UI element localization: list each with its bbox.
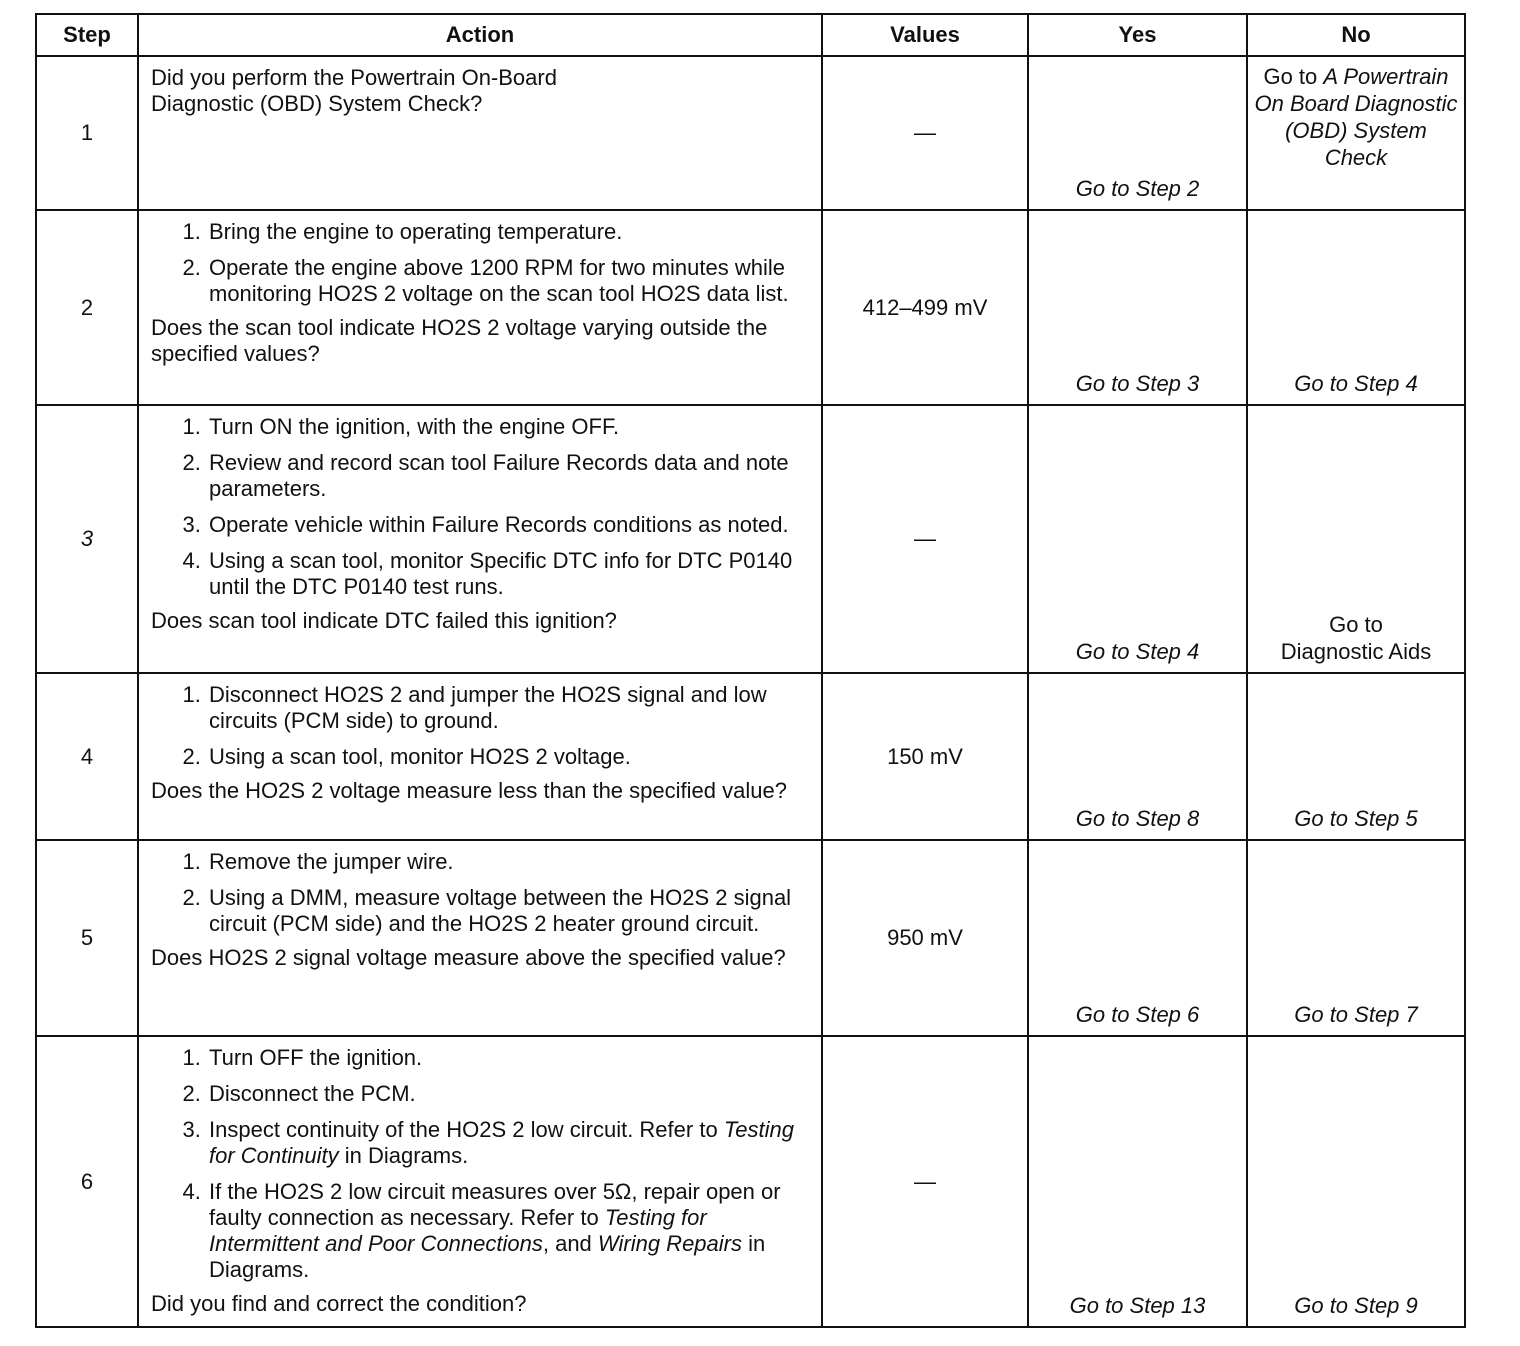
action-step: 3. Operate vehicle within Failure Records conditions as noted.	[207, 512, 807, 538]
action-cell	[138, 405, 822, 673]
no-cell: Go to Step 9	[1247, 1036, 1465, 1327]
table-row	[36, 673, 1465, 840]
yes-cell: Go to Step 13	[1028, 1036, 1247, 1327]
action-step: 2. Using a DMM, measure voltage between the HO2S 2 signal circuit (PCM side) and the HO2S 2 heater ground circuit.	[207, 885, 807, 937]
header-step: Step	[36, 14, 138, 56]
action-step: 2. Review and record scan tool Failure Records data and note parameters.	[207, 450, 807, 502]
action-step: 2. Disconnect the PCM.	[207, 1081, 807, 1107]
action-steps	[151, 414, 807, 600]
step-number: 3	[36, 405, 138, 673]
step-text: If the HO2S 2 low circuit measures over 5Ω, repair open or faulty connection as necessary. Refer to	[209, 1179, 781, 1230]
no-cell	[1247, 56, 1465, 210]
action-step	[207, 1117, 807, 1169]
value-cell: 950 mV	[822, 840, 1028, 1036]
action-cell	[138, 1036, 822, 1327]
yes-cell: Go to Step 3	[1028, 210, 1247, 405]
action-question: Does the HO2S 2 voltage measure less than the specified value?	[151, 778, 787, 803]
yes-cell: Go to Step 4	[1028, 405, 1247, 673]
step-text: in Diagrams.	[344, 1143, 469, 1168]
yes-cell: Go to Step 2	[1028, 56, 1247, 210]
header-yes: Yes	[1028, 14, 1247, 56]
action-step: 4. Using a scan tool, monitor Specific DTC info for DTC P0140 until the DTC P0140 test runs.	[207, 548, 807, 600]
value-cell: —	[822, 56, 1028, 210]
header-action: Action	[138, 14, 822, 56]
table-row	[36, 840, 1465, 1036]
action-cell	[138, 840, 822, 1036]
step-number: 2	[36, 210, 138, 405]
action-steps	[151, 849, 807, 937]
table-row	[36, 56, 1465, 210]
action-step: 1. Turn OFF the ignition.	[207, 1045, 807, 1071]
action-step: 1. Turn ON the ignition, with the engine OFF.	[207, 414, 807, 440]
action-question: Does HO2S 2 signal voltage measure above the specified value?	[151, 945, 786, 970]
action-step: 1. Bring the engine to operating temperature.	[207, 219, 807, 245]
table-row	[36, 210, 1465, 405]
action-step: 1. Remove the jumper wire.	[207, 849, 807, 875]
yes-cell: Go to Step 8	[1028, 673, 1247, 840]
step-number: 1	[36, 56, 138, 210]
table-row	[36, 405, 1465, 673]
value-cell: 150 mV	[822, 673, 1028, 840]
value-cell: 412–499 mV	[822, 210, 1028, 405]
action-steps	[151, 1045, 807, 1283]
no-cell: Go to Diagnostic Aids	[1247, 405, 1465, 673]
no-cell: Go to Step 4	[1247, 210, 1465, 405]
step-number: 4	[36, 673, 138, 840]
diagnostic-table	[35, 13, 1466, 1328]
yes-cell: Go to Step 6	[1028, 840, 1247, 1036]
table-row	[36, 1036, 1465, 1327]
step-text: , and	[542, 1231, 592, 1256]
value-cell: —	[822, 1036, 1028, 1327]
header-no: No	[1247, 14, 1465, 56]
header-row	[36, 14, 1465, 56]
action-step: 2. Operate the engine above 1200 RPM for two minutes while monitoring HO2S 2 voltage on the scan tool HO2S data list.	[207, 255, 807, 307]
no-cell: Go to Step 7	[1247, 840, 1465, 1036]
reference-link: Testing for Intermittent and Poor Connections	[209, 1205, 707, 1256]
header-values: Values	[822, 14, 1028, 56]
no-prefix: Go to	[1263, 64, 1318, 89]
reference-link: Testing for Continuity	[209, 1117, 794, 1168]
step-text: in Diagrams.	[209, 1231, 766, 1282]
action-step: 1. Disconnect HO2S 2 and jumper the HO2S signal and low circuits (PCM side) to ground.	[207, 682, 807, 734]
step-number: 5	[36, 840, 138, 1036]
no-link: A Powertrain On Board Diagnostic (OBD) System Check	[1254, 64, 1458, 170]
action-question: Does the scan tool indicate HO2S 2 voltage varying outside the specified values?	[151, 315, 768, 366]
action-step	[207, 1179, 807, 1283]
step-number: 6	[36, 1036, 138, 1327]
action-question: Did you find and correct the condition?	[151, 1291, 527, 1316]
step-text: Inspect continuity of the HO2S 2 low circuit. Refer to	[209, 1117, 718, 1142]
action-cell	[138, 673, 822, 840]
action-question: Did you perform the Powertrain On-Board Diagnostic (OBD) System Check?	[151, 65, 557, 116]
action-cell	[138, 56, 822, 210]
action-step: 2. Using a scan tool, monitor HO2S 2 voltage.	[207, 744, 807, 770]
action-question: Does scan tool indicate DTC failed this ignition?	[151, 608, 617, 633]
reference-link: Wiring Repairs	[597, 1231, 742, 1256]
action-steps	[151, 219, 807, 307]
action-steps	[151, 682, 807, 770]
value-cell: —	[822, 405, 1028, 673]
no-cell: Go to Step 5	[1247, 673, 1465, 840]
action-cell	[138, 210, 822, 405]
